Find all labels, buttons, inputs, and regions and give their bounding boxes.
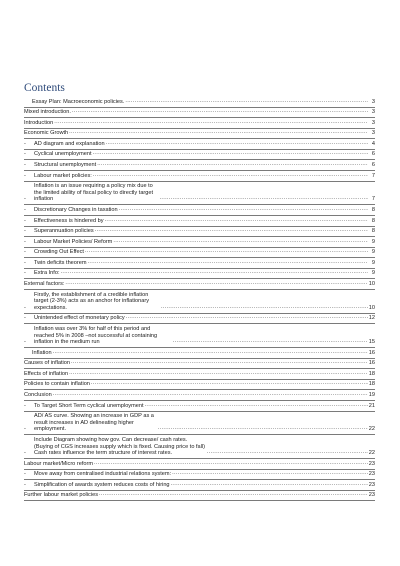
toc-entry-text: Discretionary Changes in taxation	[34, 206, 118, 213]
toc-entry[interactable]	[24, 108, 375, 119]
toc-entry[interactable]	[24, 171, 375, 182]
toc-dot-leader	[119, 206, 368, 213]
toc-page-number: 9	[371, 238, 375, 245]
toc-entry-text: Firstly, the establishment of a credible inflation target (2-3%) acts as an anchor for inflationary expectations.	[34, 291, 150, 311]
toc-bullet: -	[24, 339, 26, 346]
toc-entry[interactable]	[24, 269, 375, 280]
toc-entry-row	[24, 120, 375, 127]
toc-dot-leader	[173, 338, 368, 345]
toc-entry-text: Twin deficits theorem	[34, 259, 87, 266]
toc-dot-leader	[88, 259, 368, 266]
toc-entry-row	[24, 360, 375, 367]
toc-entry-text: Include Diagram showing how gov. Can decrease/ cash rates. (Buying of CGS increases supply which is fixed. Causing price to fall) Cash rates influence the term structure of interest rates.	[34, 436, 205, 457]
toc-page-number: 3	[371, 119, 375, 126]
toc-bullet: -	[24, 151, 26, 158]
toc-entry-row	[24, 326, 375, 346]
toc-entry[interactable]	[24, 290, 375, 314]
toc-dot-leader	[171, 481, 368, 488]
toc-bullet: -	[24, 162, 26, 169]
toc-entry-row	[24, 437, 375, 457]
toc-dot-leader	[105, 217, 368, 224]
toc-entry[interactable]	[24, 314, 375, 325]
toc-list	[24, 97, 375, 501]
toc-entry-text: Crowding Out Effect	[34, 249, 84, 256]
toc-entry-row	[24, 492, 375, 499]
toc-dot-leader	[160, 195, 368, 202]
toc-entry-text: Unintended effect of monetary policy	[34, 315, 125, 322]
toc-bullet: -	[24, 206, 26, 213]
toc-entry[interactable]	[24, 359, 375, 370]
toc-entry[interactable]	[24, 470, 375, 481]
toc-bullet: -	[24, 228, 26, 235]
toc-dot-leader	[71, 359, 368, 366]
toc-entry-text: Simplification of awards system reduces costs of hiring	[34, 481, 170, 488]
toc-page-number: 3	[371, 98, 375, 105]
toc-dot-leader	[125, 98, 368, 105]
toc-entry-row	[24, 381, 375, 388]
toc-page-number: 8	[371, 206, 375, 213]
toc-bullet: -	[24, 471, 26, 478]
toc-page-number: 22	[368, 426, 375, 433]
toc-entry-text: Labour market/Micro reform	[24, 460, 94, 467]
toc-entry-text: Superannuation policies	[34, 228, 94, 235]
toc-entry[interactable]	[24, 401, 375, 412]
toc-entry-text: Mixed introduction.	[24, 109, 71, 116]
toc-entry[interactable]	[24, 491, 375, 502]
toc-entry[interactable]	[24, 160, 375, 171]
toc-entry-row	[24, 141, 375, 148]
toc-page-number: 3	[371, 130, 375, 137]
toc-bullet: -	[24, 315, 26, 322]
toc-entry-row	[24, 413, 375, 433]
toc-entry-row	[24, 461, 375, 468]
toc-entry[interactable]	[24, 227, 375, 238]
toc-bullet: -	[24, 450, 26, 457]
toc-page-number: 23	[368, 460, 375, 467]
toc-entry[interactable]	[24, 369, 375, 380]
toc-entry-text: Labour market policies:	[34, 172, 92, 179]
toc-entry-text: Policies to contain inflation	[24, 381, 90, 388]
toc-page-number: 9	[371, 270, 375, 277]
toc-entry-row	[24, 151, 375, 158]
toc-entry-row	[24, 99, 375, 106]
toc-entry-text: Inflation was over 3% for half of this period and reached 5% in 2008 –not successful at containing inflation in the medium run	[34, 325, 158, 346]
toc-entry[interactable]	[24, 182, 375, 206]
toc-entry-row	[24, 392, 375, 399]
toc-bullet: -	[24, 172, 26, 179]
toc-entry-row	[24, 292, 375, 312]
toc-dot-leader	[72, 108, 368, 115]
toc-page-number: 18	[368, 381, 375, 388]
toc-dot-leader	[172, 470, 368, 477]
toc-dot-leader	[113, 238, 368, 245]
toc-entry-row	[24, 403, 375, 410]
toc-dot-leader	[93, 172, 368, 179]
toc-entry-row	[24, 371, 375, 378]
toc-entry-row	[24, 173, 375, 180]
toc-entry[interactable]	[24, 237, 375, 248]
toc-page-number: 23	[368, 471, 375, 478]
toc-entry-text: Effects of inflation	[24, 370, 69, 377]
toc-entry-text: Extra Info:	[34, 270, 60, 277]
toc-dot-leader	[99, 491, 368, 498]
toc-entry[interactable]	[24, 348, 375, 359]
toc-entry[interactable]	[24, 258, 375, 269]
toc-dot-leader	[207, 449, 368, 456]
toc-dot-leader	[91, 380, 368, 387]
toc-entry[interactable]	[24, 150, 375, 161]
toc-dot-leader	[126, 314, 368, 321]
toc-entry-text: AD/ AS curve. Showing an increase in GDP as a result increases in AD delineating higher employment.	[34, 413, 154, 433]
toc-bullet: -	[24, 270, 26, 277]
toc-dot-leader	[65, 280, 367, 287]
toc-entry-text: AD diagram and explanation	[34, 140, 105, 147]
toc-page-number: 7	[371, 172, 375, 179]
toc-page-number: 10	[368, 304, 375, 311]
toc-page-number: 23	[368, 481, 375, 488]
toc-page-number: 19	[368, 392, 375, 399]
toc-page-number: 23	[368, 492, 375, 499]
toc-page-number: 7	[371, 196, 375, 203]
toc-entry-text: Economic Growth	[24, 130, 69, 137]
toc-bullet: -	[24, 481, 26, 488]
toc-page-number: 10	[368, 281, 375, 288]
toc-entry-text: Causes of inflation	[24, 360, 71, 367]
toc-entry-row	[24, 281, 375, 288]
toc-entry-text: Conclusion	[24, 392, 52, 399]
toc-dot-leader	[97, 161, 368, 168]
toc-page-number: 9	[371, 249, 375, 256]
toc-entry[interactable]	[24, 390, 375, 401]
toc-dot-leader	[106, 140, 368, 147]
toc-entry[interactable]	[24, 216, 375, 227]
toc-dot-leader	[85, 248, 368, 255]
toc-bullet: -	[24, 217, 26, 224]
toc-entry-row	[24, 109, 375, 116]
toc-bullet: -	[24, 196, 26, 203]
toc-entry-text: Further labour market policies	[24, 492, 98, 499]
toc-dot-leader	[53, 349, 368, 356]
toc-entry-row	[24, 162, 375, 169]
toc-entry-row	[24, 315, 375, 322]
toc-entry-row	[24, 239, 375, 246]
toc-entry[interactable]	[24, 118, 375, 129]
toc-entry-row	[24, 482, 375, 489]
toc-entry[interactable]	[24, 435, 375, 459]
toc-dot-leader	[69, 370, 368, 377]
toc-entry-row	[24, 207, 375, 214]
toc-dot-leader	[69, 129, 368, 136]
toc-bullet: -	[24, 426, 26, 433]
toc-entry-row	[24, 130, 375, 137]
toc-entry-text: Introduction	[24, 119, 54, 126]
toc-entry-text: External factors:	[24, 281, 65, 288]
toc-entry-row	[24, 228, 375, 235]
toc-entry[interactable]	[24, 279, 375, 290]
toc-dot-leader	[61, 269, 369, 276]
toc-page-number: 9	[371, 259, 375, 266]
toc-entry-text: Effectiveness is hindered by	[34, 217, 104, 224]
toc-entry[interactable]	[24, 205, 375, 216]
toc-dot-leader	[95, 227, 368, 234]
toc-title: Contents	[24, 82, 65, 94]
toc-bullet: -	[24, 249, 26, 256]
toc-dot-leader	[53, 391, 368, 398]
toc-page-number: 21	[368, 402, 375, 409]
toc-dot-leader	[94, 460, 368, 467]
toc-dot-leader	[93, 150, 368, 157]
toc-page-number: 4	[371, 140, 375, 147]
toc-bullet: -	[24, 304, 26, 311]
toc-entry-text: Labour Market Policies/ Reform	[34, 238, 113, 245]
toc-entry-row	[24, 218, 375, 225]
toc-entry[interactable]	[24, 380, 375, 391]
toc-entry[interactable]	[24, 459, 375, 470]
toc-page-number: 16	[368, 360, 375, 367]
toc-bullet: -	[24, 238, 26, 245]
toc-page-number: 8	[371, 228, 375, 235]
toc-page-number: 8	[371, 217, 375, 224]
toc-bullet: -	[24, 140, 26, 147]
toc-page-number: 18	[368, 370, 375, 377]
toc-page-number: 16	[368, 349, 375, 356]
toc-entry-text: Move away from centralised industrial relations system:	[34, 471, 172, 478]
toc-bullet: -	[24, 402, 26, 409]
toc-page-number: 6	[371, 162, 375, 169]
toc-entry-row	[24, 183, 375, 203]
toc-entry-row	[24, 471, 375, 478]
toc-entry-text: Cyclical unemployment	[34, 151, 92, 158]
toc-dot-leader	[145, 402, 368, 409]
toc-page-number: 3	[371, 109, 375, 116]
toc-entry[interactable]	[24, 324, 375, 348]
toc-entry[interactable]	[24, 248, 375, 259]
toc-entry-row	[24, 260, 375, 267]
toc-entry[interactable]	[24, 97, 375, 108]
toc-dot-leader	[161, 304, 368, 311]
toc-entry[interactable]	[24, 139, 375, 150]
toc-dot-leader	[54, 119, 368, 126]
toc-entry-text: Inflation is an issue requiring a policy mix due to the limited ability of fiscal policy to directly target inflation	[34, 183, 154, 203]
toc-entry-text: Structural unemployment	[34, 162, 97, 169]
toc-entry-text: To Target Short Term cyclical unemployment	[34, 402, 144, 409]
toc-entry-row	[24, 249, 375, 256]
toc-entry-row	[24, 270, 375, 277]
toc-entry-row	[24, 350, 375, 357]
toc-page-number: 15	[368, 339, 375, 346]
toc-page-number: 22	[368, 450, 375, 457]
toc-page-number: 12	[368, 315, 375, 322]
toc-entry-text: Essay Plan: Macroeconomic policies.	[32, 98, 125, 105]
toc-dot-leader	[158, 425, 368, 432]
toc-page-number: 6	[371, 151, 375, 158]
toc-entry[interactable]	[24, 412, 375, 436]
toc-entry[interactable]	[24, 129, 375, 140]
toc-entry[interactable]	[24, 480, 375, 491]
toc-entry-text: Inflation	[32, 349, 52, 356]
toc-bullet: -	[24, 259, 26, 266]
